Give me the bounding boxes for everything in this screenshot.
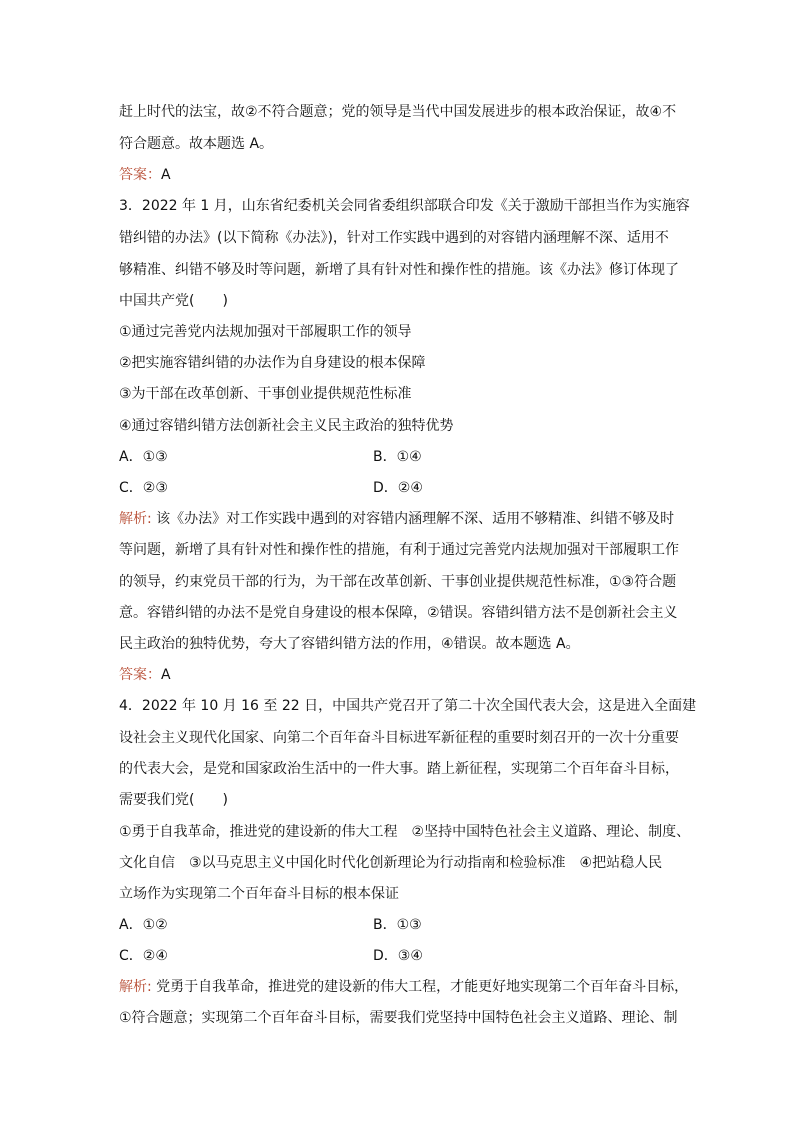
q3-analysis-line-1 bbox=[119, 509, 674, 529]
analysis-label: 解析: bbox=[119, 511, 152, 527]
q3-stem-line-3: 够精准、纠错不够及时等问题，新增了具有针对性和操作性的措施。该《办法》修订体现了 bbox=[119, 262, 679, 278]
q3-item-4: ④通过容错纠错方法创新社会主义民主政治的独特优势 bbox=[119, 418, 454, 434]
q3-item-1: ①通过完善党内法规加强对干部履职工作的领导 bbox=[119, 324, 412, 340]
q4-items-line-1: ①勇于自我革命，推进党的建设新的伟大工程 ②坚持中国特色社会主义道路、理论、制度、 bbox=[119, 824, 691, 840]
q3-analysis-line-2: 等问题，新增了具有针对性和操作性的措施，有利于通过完善党内法规加强对干部履职工作 bbox=[119, 542, 679, 558]
q4-stem-line-3: 的代表大会，是党和国家政治生活中的一件大事。踏上新征程，实现第二个百年奋斗目标， bbox=[119, 761, 679, 777]
q3-option-d: D．②④ bbox=[373, 480, 423, 496]
q3-option-b: B．①④ bbox=[373, 449, 422, 465]
answer-label: 答案： bbox=[119, 667, 161, 683]
answer-value: A bbox=[161, 167, 171, 183]
q3-stem-line-1: 3．2022 年 1 月，山东省纪委机关会同省委组织部联合印发《关于激励干部担当作为实施容 bbox=[119, 198, 690, 214]
answer-label: 答案： bbox=[119, 167, 161, 183]
q3-item-2: ②把实施容错纠错的办法作为自身建设的根本保障 bbox=[119, 355, 426, 371]
q3-stem-line-4: 中国共产党( ) bbox=[119, 293, 228, 309]
q4-option-d: D．③④ bbox=[373, 948, 423, 964]
q3-option-a: A．①③ bbox=[119, 449, 168, 465]
analysis-text: 党勇于自我革命，推进党的建设新的伟大工程，才能更好地实现第二个百年奋斗目标， bbox=[151, 979, 689, 995]
q3-analysis-line-3: 的领导，约束党员干部的行为，为干部在改革创新、干事创业提供规范性标准，①③符合题 bbox=[119, 574, 677, 590]
q3-option-c: C．②③ bbox=[119, 480, 168, 496]
q4-option-c: C．②④ bbox=[119, 948, 168, 964]
q4-option-b: B．①③ bbox=[373, 917, 422, 933]
q3-answer bbox=[119, 665, 171, 685]
q4-items-line-2: 文化自信 ③以马克思主义中国化时代化创新理论为行动指南和检验标准 ④把站稳人民 bbox=[119, 855, 663, 871]
q4-stem-line-4: 需要我们党( ) bbox=[119, 792, 228, 808]
q4-option-a: A．①② bbox=[119, 917, 168, 933]
q3-stem-line-2: 错纠错的办法》(以下简称《办法》)，针对工作实践中遇到的对容错内涵理解不深、适用不 bbox=[119, 230, 669, 246]
q4-stem-line-1: 4．2022 年 10 月 16 至 22 日，中国共产党召开了第二十次全国代表大会，这是进入全面建 bbox=[119, 698, 697, 714]
analysis-label: 解析: bbox=[119, 979, 152, 995]
q3-analysis-line-5: 民主政治的独特优势，夸大了容错纠错方法的作用，④错误。故本题选 A。 bbox=[119, 636, 580, 652]
q4-stem-line-2: 设社会主义现代化国家、向第二个百年奋斗目标进军新征程的重要时刻召开的一次十分重要 bbox=[119, 730, 679, 746]
analysis-text: 该《办法》对工作实践中遇到的对容错内涵理解不深、适用不够精准、纠错不够及时 bbox=[151, 511, 675, 527]
prev-analysis-line-2: 符合题意。故本题选 A。 bbox=[119, 136, 274, 152]
q3-analysis-line-4: 意。容错纠错的办法不是党自身建设的根本保障，②错误。容错纠错方法不是创新社会主义 bbox=[119, 605, 678, 621]
q4-analysis-line-2: ①符合题意；实现第二个百年奋斗目标，需要我们党坚持中国特色社会主义道路、理论、制 bbox=[119, 1010, 678, 1026]
q4-analysis-line-1 bbox=[119, 977, 688, 997]
q4-items-line-3: 立场作为实现第二个百年奋斗目标的根本保证 bbox=[119, 886, 399, 902]
prev-answer bbox=[119, 165, 171, 185]
answer-value: A bbox=[161, 667, 171, 683]
prev-analysis-line-1: 赶上时代的法宝，故②不符合题意；党的领导是当代中国发展进步的根本政治保证，故④不 bbox=[119, 104, 677, 120]
q3-item-3: ③为干部在改革创新、干事创业提供规范性标准 bbox=[119, 386, 412, 402]
